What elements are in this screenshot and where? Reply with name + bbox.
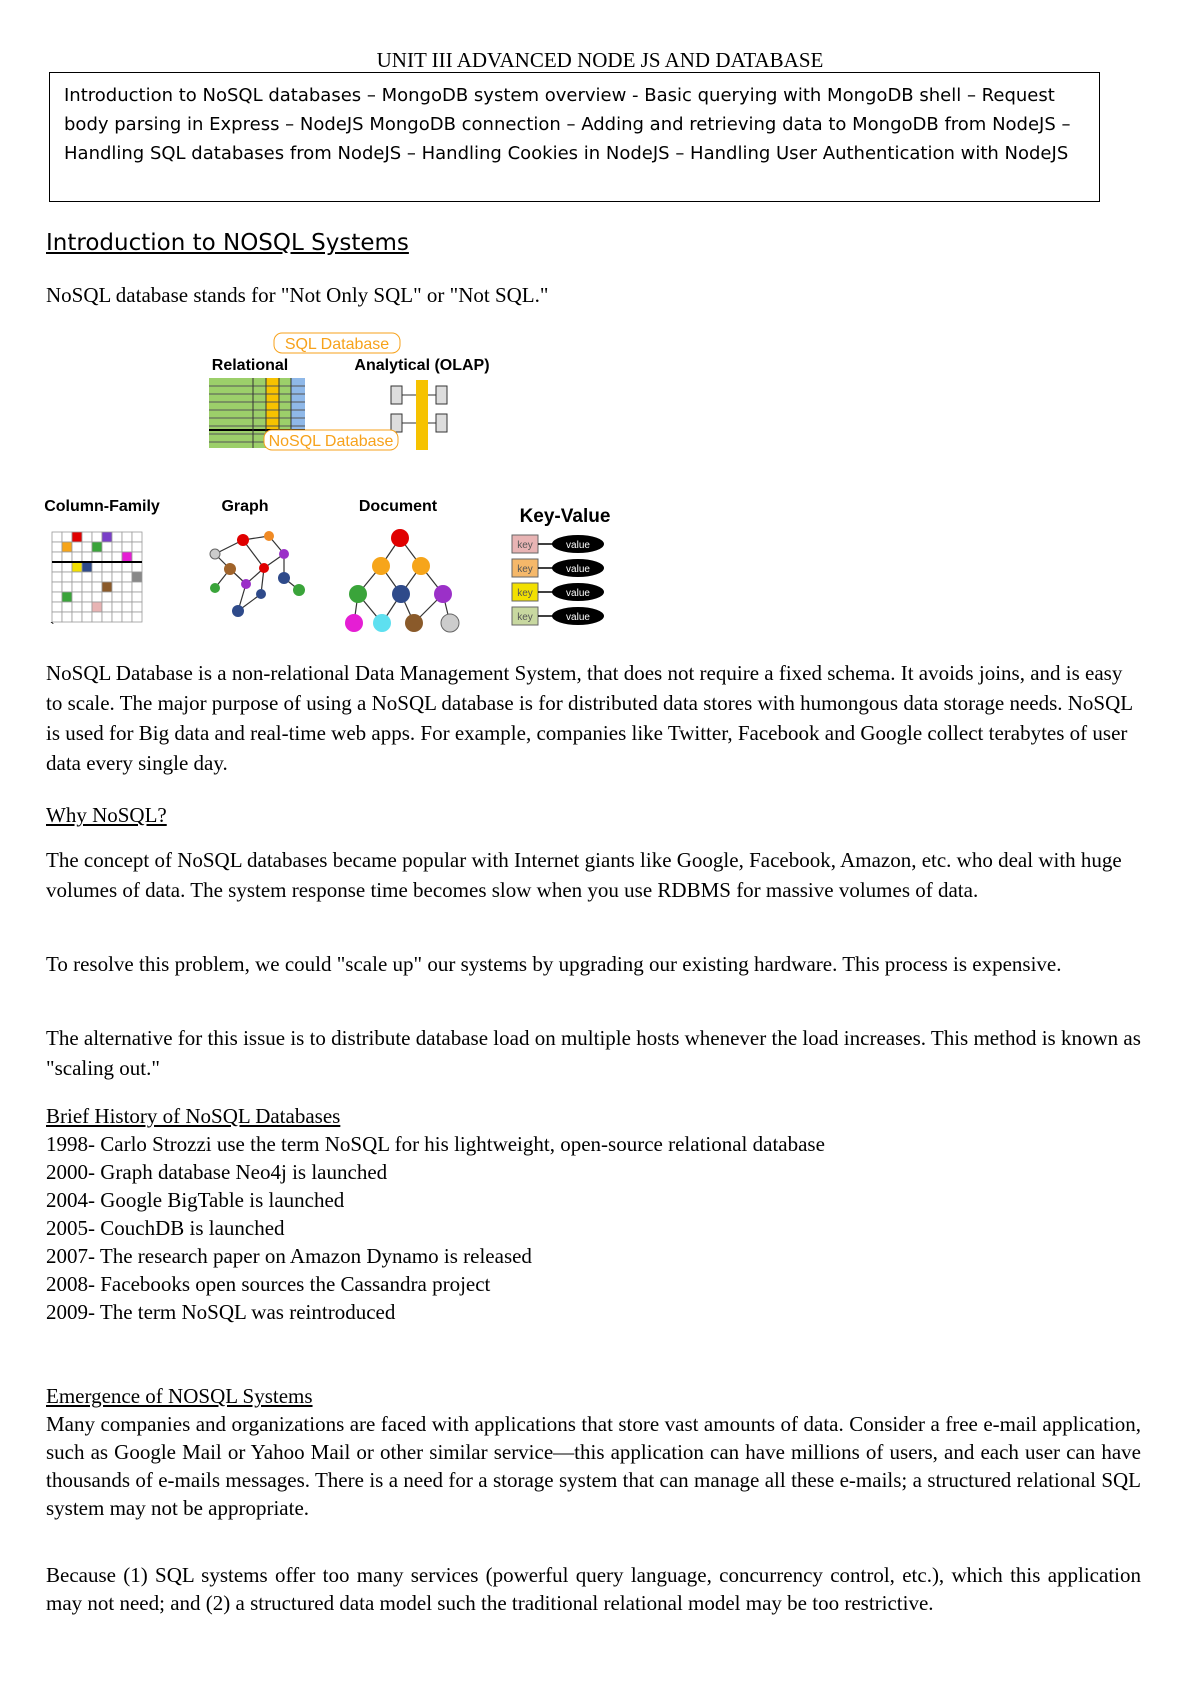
key-text: key: [517, 612, 533, 623]
grid-cell: [92, 542, 102, 552]
grid-cell: [52, 602, 62, 612]
grid-cell: [62, 582, 72, 592]
history-heading: Brief History of NoSQL Databases: [46, 1104, 341, 1128]
value-text: value: [566, 588, 590, 599]
history-item: 2008- Facebooks open sources the Cassandra project: [46, 1272, 491, 1296]
grid-cell: [92, 572, 102, 582]
grid-cell: [52, 542, 62, 552]
grid-cell: [52, 572, 62, 582]
grid-cell: [112, 592, 122, 602]
grid-cell: [92, 552, 102, 562]
key-value-label: Key-Value: [519, 506, 611, 527]
grid-cell: [112, 572, 122, 582]
grid-cell: [62, 532, 72, 542]
sql-database-label: [274, 333, 400, 353]
grid-cell: [72, 542, 82, 552]
grid-cell: [72, 562, 82, 572]
history-item: 1998- Carlo Strozzi use the term NoSQL for his lightweight, open-source relational database: [46, 1132, 825, 1156]
grid-cell: [62, 552, 72, 562]
grid-cell: [112, 612, 122, 622]
grid-cell: [132, 602, 142, 612]
grid-cell: [102, 572, 112, 582]
grid-cell: [82, 602, 92, 612]
history-item: 2009- The term NoSQL was reintroduced: [46, 1300, 396, 1324]
document-tree-icon: [345, 529, 459, 632]
emergence-paragraph-1: Many companies and organizations are faced with applications that store vast amounts of data. Consider a free e-mail application, such as Google Mail or Yahoo Mail or other similar service—this application can have millions of users, and each user can have thousands of e-mails messages. There is a need for a storage system that can manage all these e-mails; a structured relational SQL system may not be appropriate.: [46, 1412, 1141, 1520]
grid-cell: [112, 562, 122, 572]
grid-cell: [52, 552, 62, 562]
grid-cell: [62, 592, 72, 602]
grid-cell: [92, 582, 102, 592]
grid-cell: [112, 582, 122, 592]
key-value-row: [512, 607, 604, 625]
key-value-row: [512, 583, 604, 601]
olap-icon: [391, 380, 447, 450]
grid-cell: [132, 552, 142, 562]
grid-cell: [122, 572, 132, 582]
grid-cell: [82, 552, 92, 562]
column-family-grid-icon: [52, 532, 142, 622]
grid-cell: [122, 532, 132, 542]
key-value-row: [512, 559, 604, 577]
grid-cell: [72, 602, 82, 612]
emergence-paragraph-2: Because (1) SQL systems offer too many services (powerful query language, concurrency control, etc.), which this application may not need; and (2) a structured data model such the traditional relational model may be too restrictive.: [46, 1563, 1141, 1615]
grid-cell: [72, 582, 82, 592]
grid-cell: [102, 552, 112, 562]
grid-cell: [112, 532, 122, 542]
grid-cell: [62, 612, 72, 622]
grid-cell: [122, 592, 132, 602]
grid-cell: [82, 562, 92, 572]
grid-cell: [82, 592, 92, 602]
analytical-label: Analytical (OLAP): [354, 357, 490, 374]
intro-line: NoSQL database stands for "Not Only SQL" or "Not SQL.": [46, 283, 549, 307]
grid-cell: [102, 612, 112, 622]
emergence-heading: Emergence of NOSQL Systems: [46, 1384, 313, 1408]
grid-cell: [102, 602, 112, 612]
grid-cell: [52, 532, 62, 542]
grid-cell: [52, 582, 62, 592]
grid-cell: [92, 532, 102, 542]
grid-cell: [92, 592, 102, 602]
grid-cell: [92, 602, 102, 612]
column-family-label: Column-Family: [44, 498, 160, 515]
key-value-row: [512, 535, 604, 553]
section-title: Introduction to NOSQL Systems: [46, 230, 409, 256]
grid-cell: [62, 542, 72, 552]
grid-cell: [72, 612, 82, 622]
grid-cell: [102, 532, 112, 542]
grid-cell: [112, 552, 122, 562]
grid-cell: [122, 542, 132, 552]
document-label: Document: [358, 498, 438, 515]
grid-cell: [132, 612, 142, 622]
graph-icon: [210, 531, 305, 617]
graph-label: Graph: [221, 498, 269, 515]
grid-cell: [52, 562, 62, 572]
grid-cell: [132, 532, 142, 542]
grid-cell: [82, 582, 92, 592]
grid-cell: [82, 612, 92, 622]
grid-cell: [62, 572, 72, 582]
grid-cell: [122, 582, 132, 592]
key-value-icon: [512, 535, 604, 625]
why-paragraph-2: To resolve this problem, we could "scale up" our systems by upgrading our existing hardware. This process is expensive.: [46, 952, 1062, 976]
grid-cell: [62, 602, 72, 612]
grid-cell: [72, 572, 82, 582]
grid-cell: [102, 592, 112, 602]
grid-cell: [132, 582, 142, 592]
grid-cell: [132, 542, 142, 552]
grid-cell: [82, 542, 92, 552]
key-text: key: [517, 588, 533, 599]
grid-cell: [112, 542, 122, 552]
grid-cell: [92, 562, 102, 572]
key-text: key: [517, 564, 533, 575]
stray-mark: `: [50, 619, 55, 635]
grid-cell: [122, 562, 132, 572]
grid-cell: [52, 592, 62, 602]
grid-cell: [72, 552, 82, 562]
grid-cell: [82, 532, 92, 542]
grid-cell: [122, 612, 132, 622]
history-item: 2004- Google BigTable is launched: [46, 1188, 345, 1212]
grid-cell: [102, 562, 112, 572]
grid-cell: [132, 572, 142, 582]
why-paragraph-3: The alternative for this issue is to distribute database load on multiple hosts whenever the load increases. This method is known as "scaling out.": [46, 1026, 1141, 1080]
grid-cell: [122, 602, 132, 612]
grid-cell: [72, 532, 82, 542]
history-item: 2000- Graph database Neo4j is launched: [46, 1160, 388, 1184]
grid-cell: [82, 572, 92, 582]
grid-cell: [122, 552, 132, 562]
relational-label: Relational: [211, 357, 289, 374]
grid-cell: [62, 562, 72, 572]
grid-cell: [132, 592, 142, 602]
why-nosql-heading: Why NoSQL?: [46, 803, 167, 827]
grid-cell: [102, 542, 112, 552]
value-text: value: [566, 540, 590, 551]
nosql-database-label: [264, 430, 398, 450]
why-paragraph-1: The concept of NoSQL databases became popular with Internet giants like Google, Facebook, Amazon, etc. who deal with huge volumes of data. The system response time becomes slow when you use RDBMS for massive volumes of data.: [46, 848, 1122, 902]
database-types-diagram: [40, 328, 640, 640]
history-item: 2007- The research paper on Amazon Dynamo is released: [46, 1244, 532, 1268]
key-text: key: [517, 540, 533, 551]
grid-cell: [72, 592, 82, 602]
grid-cell: [102, 582, 112, 592]
nosql-definition: NoSQL Database is a non-relational Data Management System, that does not require a fixed schema. It avoids joins, and is easy to scale. The major purpose of using a NoSQL database is for distributed data stores with humongous data storage needs. NoSQL is used for Big data and real-time web apps. For example, companies like Twitter, Facebook and Google collect terabytes of user data every single day.: [46, 661, 1133, 775]
unit-title: UNIT III ADVANCED NODE JS AND DATABASE: [376, 48, 824, 72]
grid-cell: [112, 602, 122, 612]
grid-cell: [92, 612, 102, 622]
history-item: 2005- CouchDB is launched: [46, 1216, 285, 1240]
syllabus-box: Introduction to NoSQL databases – MongoDB system overview - Basic querying with MongoDB shell – Request body parsing in Express – NodeJS MongoDB connection – Adding and retrieving data to MongoDB from NodeJS – Handling SQL databases from NodeJS – Handling Cookies in NodeJS – Handling User Authentication with NodeJS: [49, 72, 1100, 202]
svg-text:SQL Database: SQL Database: [284, 336, 390, 353]
value-text: value: [566, 612, 590, 623]
grid-cell: [132, 562, 142, 572]
svg-text:NoSQL Database: NoSQL Database: [268, 433, 394, 450]
value-text: value: [566, 564, 590, 575]
